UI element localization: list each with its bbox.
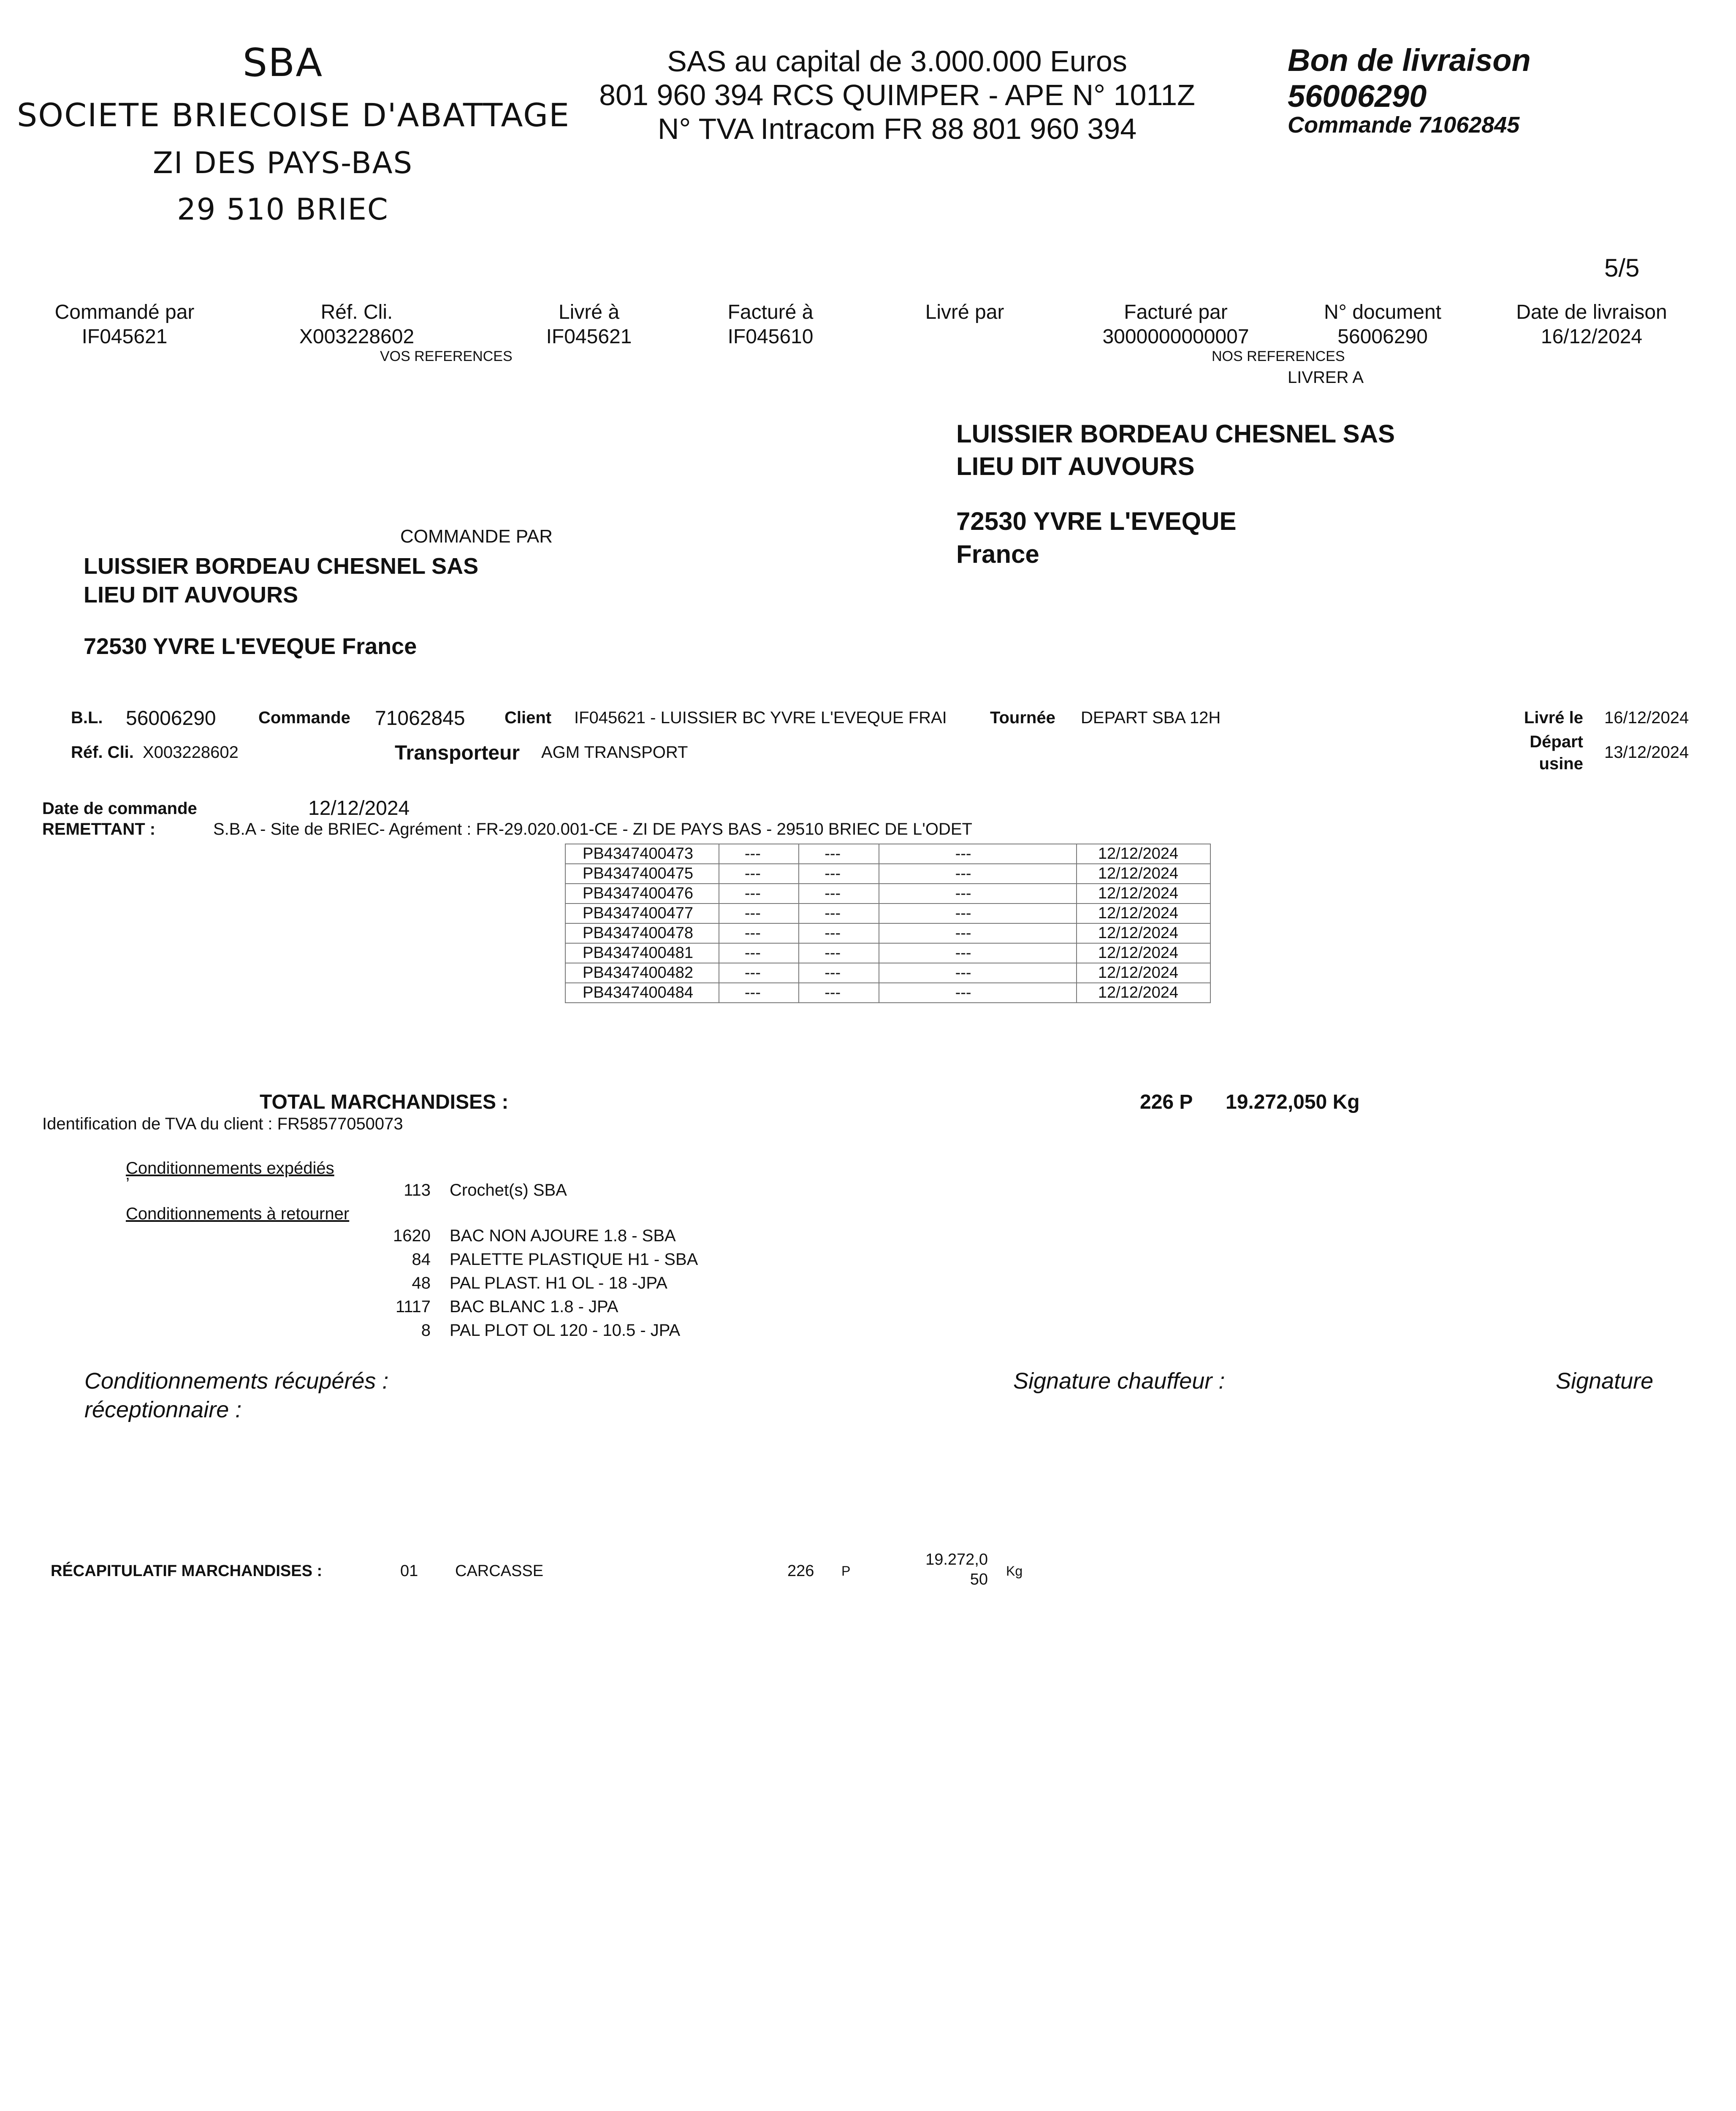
ref-value-ordered-by: IF045621 bbox=[81, 326, 168, 348]
summary-label: RÉCAPITULATIF MARCHANDISES : bbox=[51, 1562, 323, 1580]
batch-col2: --- bbox=[719, 864, 799, 884]
batch-date: 12/12/2024 bbox=[1077, 923, 1210, 943]
recovered-packaging-label: Conditionnements récupérés : bbox=[84, 1368, 389, 1394]
ref-value-delivery-date: 16/12/2024 bbox=[1541, 326, 1643, 348]
batch-col4: --- bbox=[879, 904, 1077, 923]
batch-date: 12/12/2024 bbox=[1077, 904, 1210, 923]
legal-line-rcs: 801 960 394 RCS QUIMPER - APE N° 1011Z bbox=[599, 79, 1195, 111]
depart-label-line2: usine bbox=[1539, 754, 1583, 773]
table-row bbox=[565, 983, 1210, 1003]
return-qty: 48 bbox=[412, 1274, 431, 1292]
delivery-address-line3: 72530 YVRE L'EVEQUE bbox=[956, 507, 1237, 535]
company-short-name: SBA bbox=[242, 40, 323, 85]
ref-header-delivered-to: Livré à bbox=[558, 301, 620, 323]
ref-header-billed-by: Facturé par bbox=[1124, 301, 1228, 323]
shipped-qty: 113 bbox=[404, 1181, 431, 1199]
client-tva-id: Identification de TVA du client : FR58577050073 bbox=[42, 1115, 403, 1133]
return-qty: 1620 bbox=[393, 1226, 431, 1245]
depart-value: 13/12/2024 bbox=[1604, 743, 1689, 762]
ref-value-document-number: 56006290 bbox=[1337, 326, 1428, 348]
summary-weight-unit: Kg bbox=[1006, 1563, 1023, 1579]
ref-value-billed-to: IF045610 bbox=[727, 326, 814, 348]
tournee-value: DEPART SBA 12H bbox=[1081, 708, 1221, 727]
batch-id: PB4347400476 bbox=[565, 884, 719, 904]
ref-value-delivered-to: IF045621 bbox=[546, 326, 632, 348]
batch-col3: --- bbox=[799, 963, 879, 983]
vos-references-label: VOS REFERENCES bbox=[380, 348, 513, 364]
bl-value: 56006290 bbox=[126, 707, 216, 730]
transporteur-value: AGM TRANSPORT bbox=[541, 743, 688, 762]
ref-cli-value: X003228602 bbox=[143, 743, 239, 762]
driver-signature-label: Signature chauffeur : bbox=[1013, 1368, 1225, 1394]
document-number: 56006290 bbox=[1288, 79, 1427, 114]
ordered-by-line2: LIEU DIT AUVOURS bbox=[84, 582, 298, 608]
summary-weight-line2: 50 bbox=[970, 1571, 988, 1588]
batch-col4: --- bbox=[879, 983, 1077, 1003]
company-full-name: SOCIETE BRIECOISE D'ABATTAGE bbox=[17, 96, 570, 134]
ordered-by-label: COMMANDE PAR bbox=[400, 526, 553, 547]
batch-id: PB4347400484 bbox=[565, 983, 719, 1003]
batch-col4: --- bbox=[879, 943, 1077, 963]
batch-col3: --- bbox=[799, 923, 879, 943]
batch-date: 12/12/2024 bbox=[1077, 884, 1210, 904]
summary-item: CARCASSE bbox=[455, 1562, 544, 1580]
delivery-address-line1: LUISSIER BORDEAU CHESNEL SAS bbox=[956, 420, 1395, 448]
batch-date: 12/12/2024 bbox=[1077, 963, 1210, 983]
document-order: Commande 71062845 bbox=[1288, 112, 1520, 138]
company-address-line2: 29 510 BRIEC bbox=[177, 192, 389, 227]
order-date-value: 12/12/2024 bbox=[308, 797, 410, 819]
batch-col3: --- bbox=[799, 943, 879, 963]
commande-label: Commande bbox=[258, 708, 350, 727]
batch-col4: --- bbox=[879, 864, 1077, 884]
return-desc: PAL PLAST. H1 OL - 18 -JPA bbox=[450, 1274, 667, 1292]
ref-header-client-ref: Réf. Cli. bbox=[320, 301, 393, 323]
batch-date: 12/12/2024 bbox=[1077, 864, 1210, 884]
livrer-a-label: LIVRER A bbox=[1288, 368, 1364, 387]
return-desc: BAC BLANC 1.8 - JPA bbox=[450, 1297, 618, 1316]
order-date-label: Date de commande bbox=[42, 799, 197, 818]
batch-col2: --- bbox=[719, 844, 799, 864]
ref-header-delivery-date: Date de livraison bbox=[1516, 301, 1667, 323]
total-pieces: 226 P bbox=[1140, 1091, 1193, 1113]
batch-col3: --- bbox=[799, 904, 879, 923]
ref-header-billed-to: Facturé à bbox=[727, 301, 814, 323]
batch-date: 12/12/2024 bbox=[1077, 844, 1210, 864]
return-desc: PALETTE PLASTIQUE H1 - SBA bbox=[450, 1250, 698, 1269]
batch-col3: --- bbox=[799, 983, 879, 1003]
batch-col3: --- bbox=[799, 864, 879, 884]
summary-qty: 226 bbox=[787, 1562, 814, 1580]
table-row bbox=[565, 844, 1210, 864]
return-qty: 84 bbox=[412, 1250, 431, 1269]
ref-header-delivered-by: Livré par bbox=[925, 301, 1004, 323]
table-row bbox=[565, 943, 1210, 963]
client-value: IF045621 - LUISSIER BC YVRE L'EVEQUE FRAI bbox=[574, 708, 947, 727]
return-desc: PAL PLOT OL 120 - 10.5 - JPA bbox=[450, 1321, 681, 1340]
shipped-packaging-label: Conditionnements expédiés bbox=[126, 1159, 334, 1178]
batch-id: PB4347400478 bbox=[565, 923, 719, 943]
batch-col4: --- bbox=[879, 923, 1077, 943]
page-number: 5/5 bbox=[1604, 254, 1640, 282]
total-label: TOTAL MARCHANDISES : bbox=[260, 1091, 509, 1113]
return-desc: BAC NON AJOURE 1.8 - SBA bbox=[450, 1226, 676, 1245]
depart-label-line1: Départ bbox=[1530, 733, 1583, 751]
summary-unit: P bbox=[841, 1563, 851, 1579]
ref-value-client-ref: X003228602 bbox=[299, 326, 415, 348]
table-row bbox=[565, 884, 1210, 904]
table-row bbox=[565, 904, 1210, 923]
ordered-by-line1: LUISSIER BORDEAU CHESNEL SAS bbox=[84, 554, 479, 579]
delivery-address-line2: LIEU DIT AUVOURS bbox=[956, 452, 1195, 480]
batch-id: PB4347400482 bbox=[565, 963, 719, 983]
batch-col4: --- bbox=[879, 884, 1077, 904]
bl-label: B.L. bbox=[71, 708, 103, 727]
company-address-line1: ZI DES PAYS-BAS bbox=[152, 146, 413, 180]
batch-id: PB4347400477 bbox=[565, 904, 719, 923]
client-label: Client bbox=[505, 708, 552, 727]
batch-col2: --- bbox=[719, 923, 799, 943]
batch-id: PB4347400481 bbox=[565, 943, 719, 963]
ref-value-billed-by: 3000000000007 bbox=[1102, 326, 1249, 348]
batch-col3: --- bbox=[799, 884, 879, 904]
summary-weight-line1: 19.272,0 bbox=[925, 1551, 988, 1568]
legal-line-capital: SAS au capital de 3.000.000 Euros bbox=[667, 45, 1127, 78]
livre-le-label: Livré le bbox=[1524, 708, 1583, 727]
ref-header-ordered-by: Commandé par bbox=[54, 301, 195, 323]
document-type: Bon de livraison bbox=[1288, 43, 1531, 78]
receiver-label: réceptionnaire : bbox=[84, 1397, 242, 1422]
commande-value: 71062845 bbox=[375, 707, 465, 730]
receiver-signature-label: Signature bbox=[1556, 1368, 1654, 1394]
shipped-packaging-mark: ’ bbox=[126, 1175, 130, 1193]
batch-col3: --- bbox=[799, 844, 879, 864]
batch-date: 12/12/2024 bbox=[1077, 983, 1210, 1003]
ordered-by-line3: 72530 YVRE L'EVEQUE France bbox=[84, 634, 417, 659]
table-row bbox=[565, 864, 1210, 884]
batch-col2: --- bbox=[719, 943, 799, 963]
return-qty: 8 bbox=[421, 1321, 431, 1340]
livre-le-value: 16/12/2024 bbox=[1604, 708, 1689, 727]
tournee-label: Tournée bbox=[990, 708, 1055, 727]
ref-header-document-number: N° document bbox=[1324, 301, 1441, 323]
batch-col2: --- bbox=[719, 963, 799, 983]
total-weight: 19.272,050 Kg bbox=[1226, 1091, 1360, 1113]
transporteur-label: Transporteur bbox=[395, 742, 520, 764]
ref-cli-label: Réf. Cli. bbox=[71, 743, 134, 762]
batch-col2: --- bbox=[719, 983, 799, 1003]
batch-col2: --- bbox=[719, 904, 799, 923]
summary-code: 01 bbox=[400, 1562, 418, 1580]
remettant-label: REMETTANT : bbox=[42, 820, 156, 838]
batch-col2: --- bbox=[719, 884, 799, 904]
batch-col4: --- bbox=[879, 963, 1077, 983]
return-packaging-label: Conditionnements à retourner bbox=[126, 1205, 350, 1223]
batch-col4: --- bbox=[879, 844, 1077, 864]
shipped-desc: Crochet(s) SBA bbox=[450, 1181, 567, 1199]
table-row bbox=[565, 963, 1210, 983]
batch-table bbox=[565, 844, 1211, 1003]
remettant-value: S.B.A - Site de BRIEC- Agrément : FR-29.020.001-CE - ZI DE PAYS BAS - 29510 BRIEC DE L'ODET bbox=[213, 820, 972, 838]
delivery-address-line4: France bbox=[956, 540, 1039, 568]
table-row bbox=[565, 923, 1210, 943]
batch-id: PB4347400475 bbox=[565, 864, 719, 884]
legal-line-tva: N° TVA Intracom FR 88 801 960 394 bbox=[657, 112, 1137, 145]
batch-id: PB4347400473 bbox=[565, 844, 719, 864]
batch-date: 12/12/2024 bbox=[1077, 943, 1210, 963]
return-qty: 1117 bbox=[395, 1297, 431, 1316]
nos-references-label: NOS REFERENCES bbox=[1212, 348, 1345, 364]
